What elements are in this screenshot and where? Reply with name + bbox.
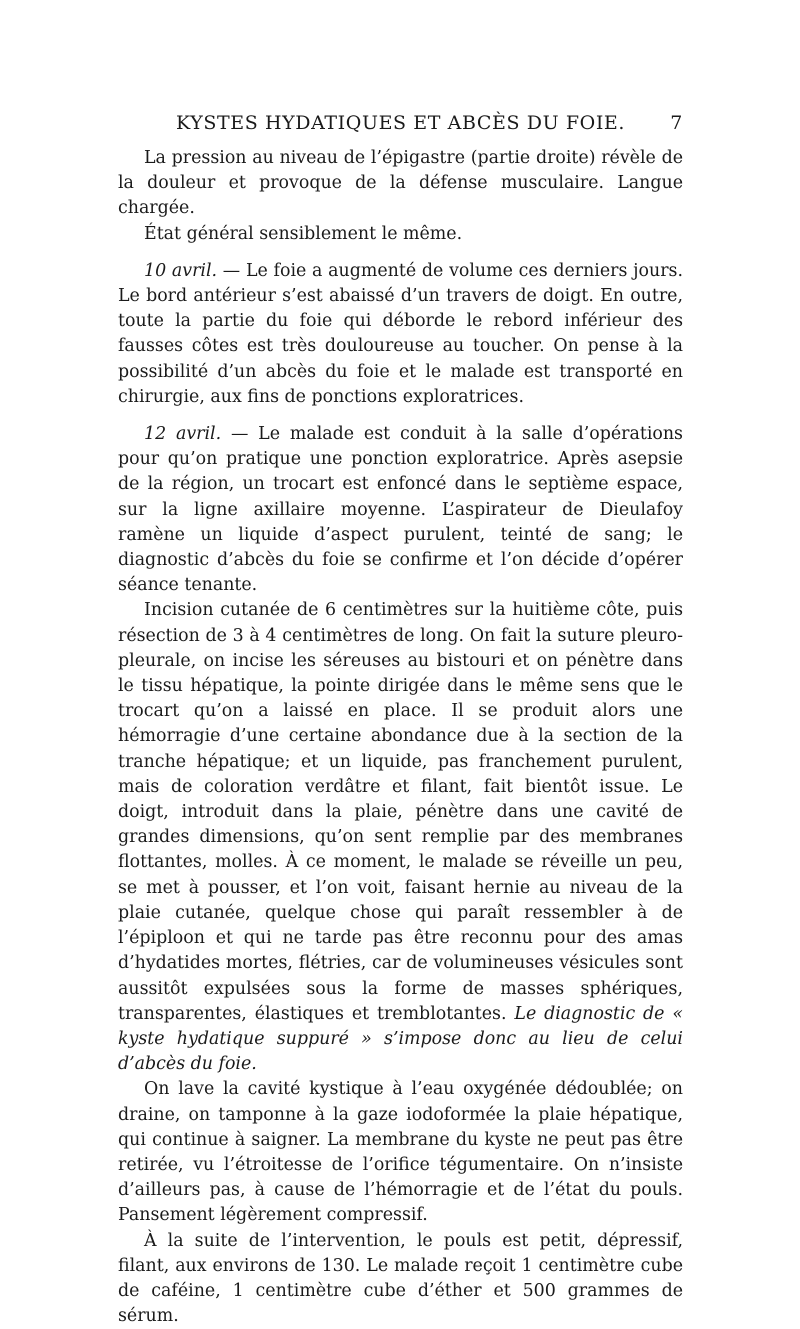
date-12-avril: 12 avril. [144, 424, 222, 445]
body-text [118, 146, 683, 1329]
paragraph-suite-intervention: À la suite de l’intervention, le pouls est petit, dépressif, filant, aux environs de 130. Le malade reçoit 1 centimètre cube de caféine, 1 centimètre cube d’éther et 500 grammes de sérum. [118, 1230, 683, 1327]
paragraph-etat-general: État général sensiblement le même. [144, 223, 463, 244]
diagnostic-conclusion: Le diagnostic de « kyste hydatique suppuré » s’impose donc au lieu de celui d’abcès du foie. [118, 1003, 683, 1075]
running-title: KYSTES HYDATIQUES ET ABCÈS DU FOIE. [175, 112, 626, 134]
page-number: 7 [670, 112, 683, 134]
paragraph-12-avril: 12 avril. — Le malade est conduit à la salle d’opérations pour qu’on pratique une ponction exploratrice. Après asepsie de la région, un trocart est enfoncé dans le septième espace, sur la ligne axillaire moyenne. L’aspirateur de Dieulafoy ramène un liquide d’aspect purulent, teinté de sang; le diagnostic d’abcès du foie se confirme et l’on décide d’opérer séance tenante. [118, 424, 683, 596]
date-10-avril: 10 avril. [144, 260, 218, 281]
paragraph-10-avril: 10 avril. — Le foie a augmenté de volume ces derniers jours. Le bord antérieur s’est abaissé d’un travers de doigt. En outre, toute la partie du foie qui déborde le rebord inférieur des fausses côtes est très douloureuse au toucher. On pense à la possibilité d’un abcès du foie et le malade est transporté en chirurgie, aux fins de ponctions exploratrices. [118, 260, 683, 407]
paragraph-lavage: On lave la cavité kystique à l’eau oxygénée dédoublée; on draine, on tamponne à la gaze iodoformée la plaie hépatique, qui continue à saigner. La membrane du kyste ne peut pas être retirée, vu l’étroitesse de l’orifice tégumentaire. On n’insiste d’ailleurs pas, à cause de l’hémorragie et de l’état du pouls. Pansement légèrement compressif. [118, 1079, 683, 1226]
running-head [118, 112, 683, 140]
paragraph-incision: Incision cutanée de 6 centimètres sur la huitième côte, puis résection de 3 à 4 centimètres de long. On fait la suture pleuro-pleurale, on incise les séreuses au bistouri et on pénètre dans le tissu hépatique, la pointe dirigée dans le même sens que le trocart qu’on a laissé en place. Il se produit alors une hémorragie d’une certaine abondance due à la section de la tranche hépatique; et un liquide, pas franchement purulent, mais de coloration verdâtre et filant, fait bientôt issue. Le doigt, introduit dans la plaie, pénètre dans une cavité de grandes dimensions, qu’on sent remplie par des membranes flottantes, molles. À ce moment, le malade se réveille un peu, se met à pousser, et l’on voit, faisant hernie au niveau de la plaie cutanée, quelque chose qui paraît ressembler à de l’épiploon et qui ne tarde pas être reconnu pour des amas d’hydatides mortes, flétries, car de volumineuses vésicules sont aussitôt expulsées sous la forme de masses sphériques, transparentes, élastiques et tremblotantes. Le diagnostic de « kyste hydatique suppuré » s’impose donc au lieu de celui d’abcès du foie. [118, 600, 683, 1075]
paragraph-epigastre: La pression au niveau de l’épigastre (partie droite) révèle de la douleur et provoque de la défense musculaire. Langue chargée. [118, 148, 683, 219]
